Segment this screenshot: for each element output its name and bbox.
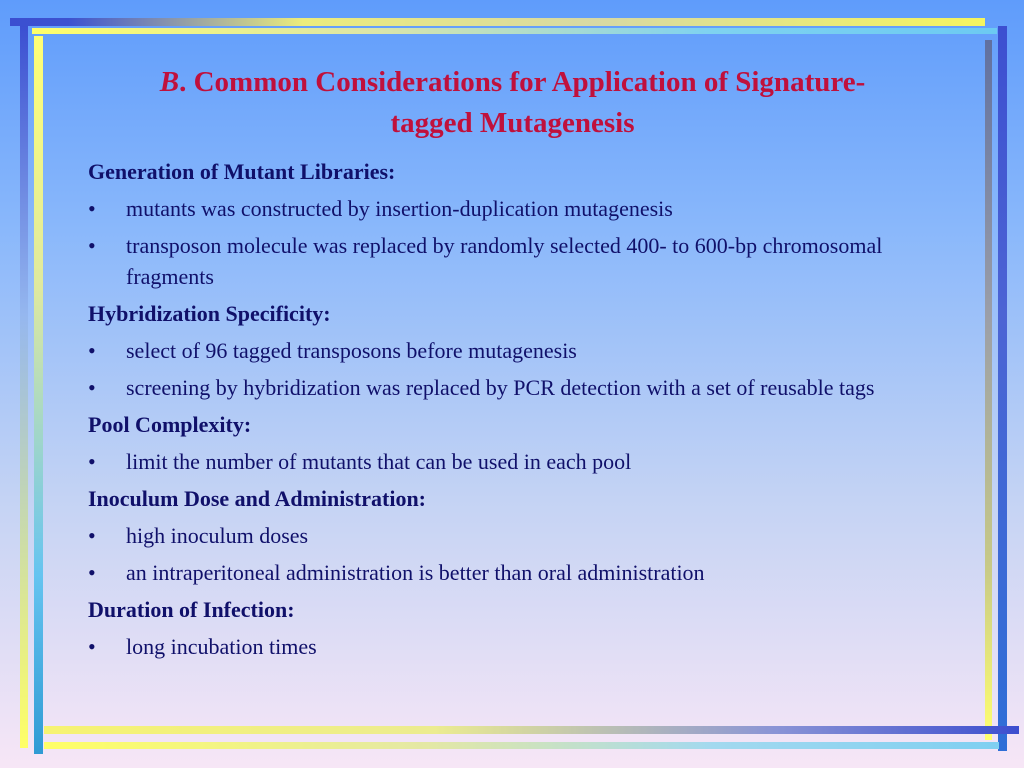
frame-bar-left-inner [34, 36, 43, 754]
frame-bar-bottom-inner [44, 726, 1019, 734]
slide-title [140, 62, 885, 144]
section-heading: Inoculum Dose and Administration: [88, 486, 427, 511]
bullet-text: high inoculum doses [126, 523, 309, 548]
bullet-item [88, 193, 938, 224]
bullet-text: screening by hybridization was replaced by PCR detection with a set of reusable tags [126, 375, 875, 400]
title-prefix: B [159, 66, 180, 98]
bullet-item [88, 557, 938, 588]
bullet-text: select of 96 tagged transposons before mutagenesis [126, 338, 577, 363]
bullet-icon: • [88, 338, 96, 363]
bullet-item [88, 520, 938, 551]
bullet-item [88, 631, 938, 662]
bullet-text: limit the number of mutants that can be used in each pool [126, 449, 632, 474]
section-heading: Hybridization Specificity: [88, 301, 331, 326]
bullet-icon: • [88, 634, 96, 659]
bullet-item [88, 230, 938, 292]
bullet-text: transposon molecule was replaced by randomly selected 400- to 600-bp chromosomal fragments [126, 233, 883, 289]
bullet-icon: • [88, 560, 96, 585]
bullet-text: long incubation times [126, 634, 317, 659]
slide-body [88, 156, 938, 668]
frame-bar-right-inner [985, 40, 992, 740]
frame-bar-bottom-outer [44, 742, 999, 749]
bullet-item [88, 446, 938, 477]
section-heading: Generation of Mutant Libraries: [88, 159, 396, 184]
title-text: . Common Considerations for Application of Signature-tagged Mutagenesis [179, 66, 866, 139]
bullet-text: mutants was constructed by insertion-duplication mutagenesis [126, 196, 673, 221]
frame-bar-left-outer [20, 26, 28, 748]
bullet-text: an intraperitoneal administration is better than oral administration [126, 560, 705, 585]
bullet-icon: • [88, 523, 96, 548]
bullet-icon: • [88, 449, 96, 474]
frame-bar-top-outer [10, 18, 985, 26]
section-heading: Duration of Infection: [88, 597, 295, 622]
bullet-icon: • [88, 375, 96, 400]
section-heading: Pool Complexity: [88, 412, 252, 437]
frame-bar-top-inner [32, 28, 997, 34]
bullet-item [88, 372, 938, 403]
frame-bar-right-outer [998, 26, 1007, 751]
bullet-item [88, 335, 938, 366]
bullet-icon: • [88, 233, 96, 258]
bullet-icon: • [88, 196, 96, 221]
